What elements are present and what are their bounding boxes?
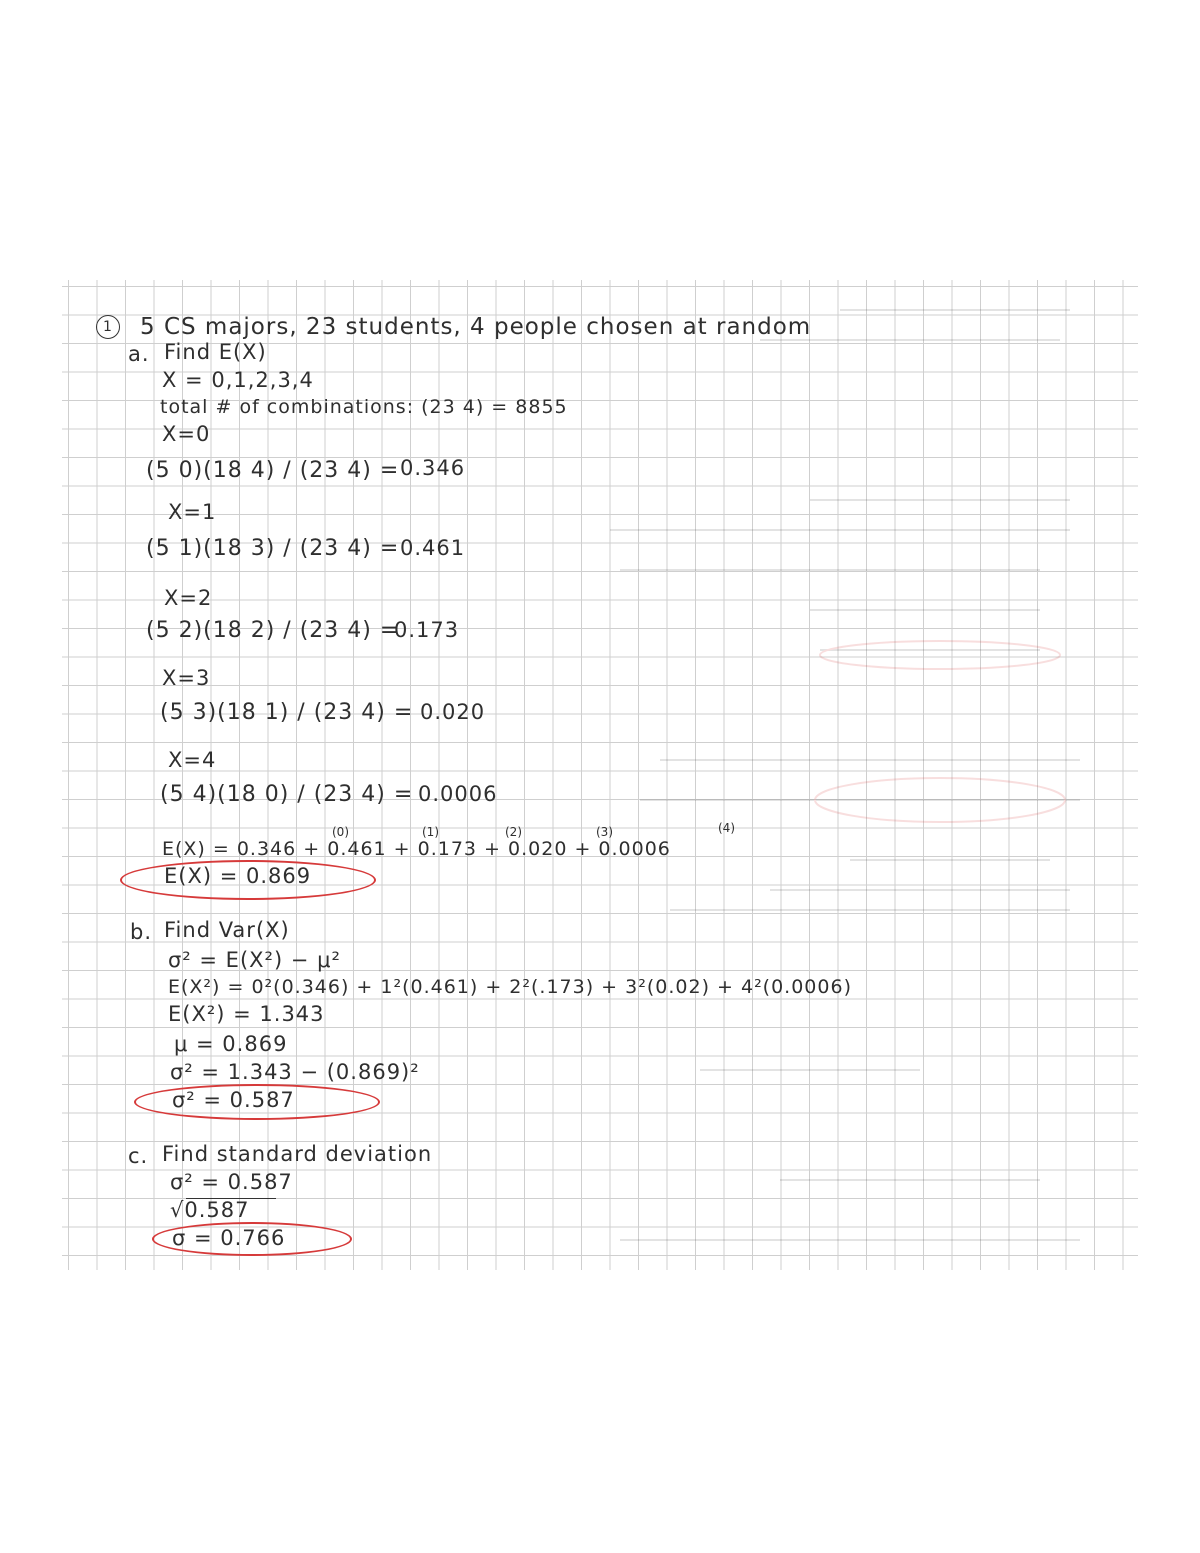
case-1-result: 0.461 — [400, 536, 466, 560]
case-2-label: X=2 — [164, 586, 213, 610]
x-values: X = 0,1,2,3,4 — [162, 368, 314, 392]
term-label-3: (3) — [596, 825, 613, 839]
var-answer: σ² = 0.587 — [172, 1088, 295, 1112]
answer-circle-b — [134, 1084, 380, 1120]
ex2-expansion: E(X²) = 0²(0.346) + 1²(0.461) + 2²(.173) + 3²(0.02) + 4²(0.0006) — [168, 976, 852, 998]
case-3-result: 0.020 — [420, 700, 486, 724]
case-4-result: 0.0006 — [418, 782, 498, 806]
sd-var: σ² = 0.587 — [170, 1170, 293, 1194]
answer-circle-a — [120, 860, 376, 900]
var-formula: σ² = E(X²) − μ² — [168, 948, 341, 972]
part-c-title: Find standard deviation — [162, 1142, 433, 1166]
term-label-1: (1) — [422, 825, 439, 839]
term-label-2: (2) — [505, 825, 522, 839]
part-b-title: Find Var(X) — [164, 918, 290, 942]
case-0-label: X=0 — [162, 422, 211, 446]
part-a-label: a. — [128, 342, 150, 366]
mu-value: μ = 0.869 — [174, 1032, 288, 1056]
case-1-label: X=1 — [168, 500, 217, 524]
case-2-result: 0.173 — [394, 618, 460, 642]
total-combinations: total # of combinations: (23 4) = 8855 — [160, 396, 568, 418]
case-2-formula: (5 2)(18 2) / (23 4) = — [146, 618, 400, 643]
case-3-label: X=3 — [162, 666, 211, 690]
case-4-formula: (5 4)(18 0) / (23 4) = — [160, 782, 414, 807]
case-1-formula: (5 1)(18 3) / (23 4) = — [146, 536, 400, 561]
problem-number-circled: 1 — [96, 314, 120, 339]
sd-answer: σ = 0.766 — [172, 1226, 286, 1250]
sd-sqrt: √0.587 — [170, 1198, 250, 1222]
bleed-through-writing — [560, 300, 1080, 1260]
term-label-0: (0) — [332, 825, 349, 839]
case-0-formula: (5 0)(18 4) / (23 4) = — [146, 458, 400, 483]
case-0-result: 0.346 — [400, 456, 466, 480]
part-a-title: Find E(X) — [164, 340, 267, 364]
term-label-4: (4) — [718, 821, 735, 835]
ex-sum: E(X) = 0.346 + 0.461 + 0.173 + 0.020 + 0.0006 — [162, 838, 671, 860]
case-4-label: X=4 — [168, 748, 217, 772]
part-b-label: b. — [130, 920, 153, 944]
ex2-value: E(X²) = 1.343 — [168, 1002, 325, 1026]
answer-circle-c — [152, 1222, 352, 1256]
case-3-formula: (5 3)(18 1) / (23 4) = — [160, 700, 414, 725]
problem-statement: 5 CS majors, 23 students, 4 people chosen at random — [140, 314, 812, 340]
sqrt-bar — [186, 1198, 276, 1199]
ex-answer: E(X) = 0.869 — [164, 864, 312, 888]
var-substitution: σ² = 1.343 − (0.869)² — [170, 1060, 420, 1084]
part-c-label: c. — [128, 1144, 149, 1168]
